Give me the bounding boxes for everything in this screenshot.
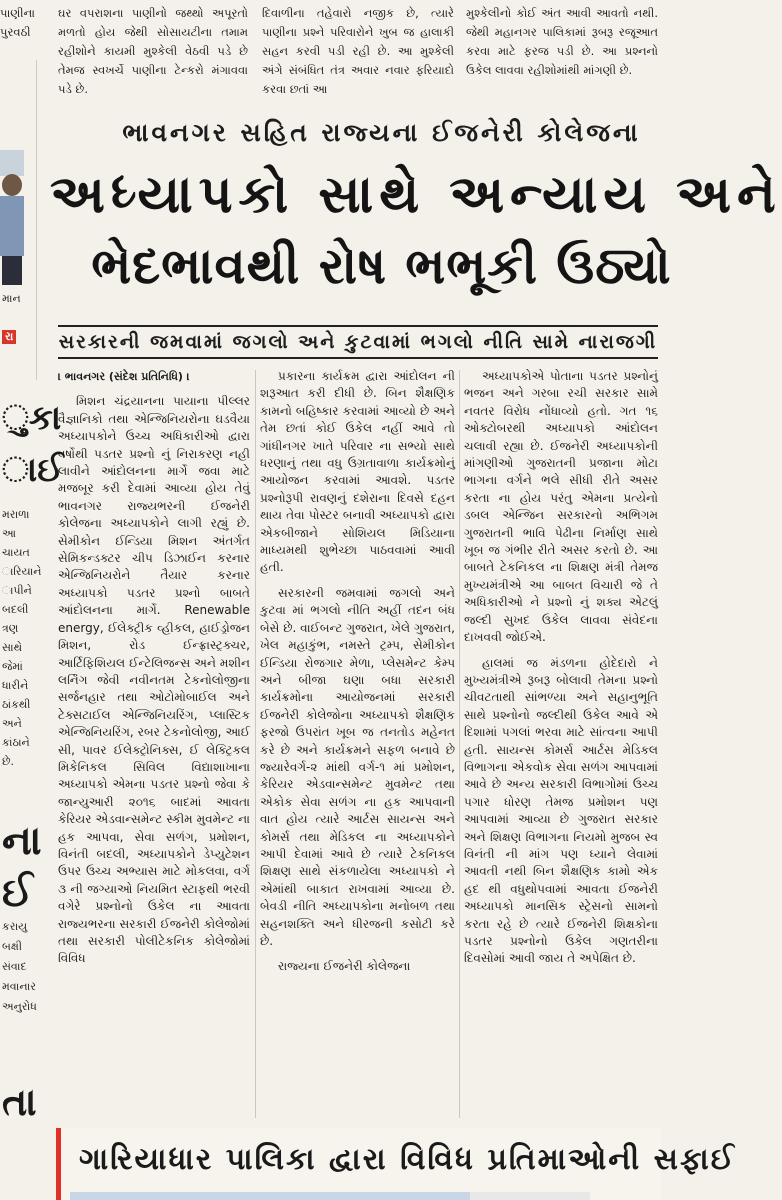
adjacent-headline-fragment: ાઈ bbox=[2, 450, 64, 490]
previous-article-text: પાણીના પુરવઠી bbox=[0, 6, 35, 39]
adjacent-text-line: બદલી bbox=[2, 603, 29, 616]
adjacent-text-line: અનુરોધ bbox=[2, 1000, 37, 1013]
adjacent-text-line: બક્ષી bbox=[2, 940, 22, 953]
adjacent-headline-fragment: ઈ bbox=[2, 870, 33, 916]
subheadline-text: સરકારની જમવામાં જગલો અને કુટવામાં ભગલો નીતિ સામે નારાજગી bbox=[58, 331, 658, 353]
adjacent-text-line: ચાયત bbox=[2, 546, 30, 559]
previous-article-text: દિવાળીના તહેવારો નજીક છે, ત્યારે પાણીના પ્રશ્ને પરિવારોને ખુબ જ હાલાકી સહન કરવી પડી રહી છે. આ મુશ્કેલી અંગે સંબંધિત તંત્ર અવાર નવાર ફરિયાદો કરવા છતાં આ bbox=[262, 6, 454, 96]
adjacent-headline-fragment: તા bbox=[2, 1080, 37, 1124]
article-column-2 bbox=[260, 368, 455, 1118]
adjacent-text-line: ાપીને bbox=[2, 584, 32, 597]
next-article-photo bbox=[470, 1192, 590, 1200]
adjacent-text-line: કાંઠાને bbox=[2, 736, 30, 749]
adjacent-text-line: સાથે bbox=[2, 641, 23, 654]
previous-article-col-2 bbox=[58, 4, 248, 99]
adjacent-text-line: જેમાં bbox=[2, 660, 23, 673]
adjacent-article-strip bbox=[0, 0, 64, 1200]
adjacent-text-line: આ bbox=[2, 527, 16, 540]
adjacent-text-line: ત્રણ bbox=[2, 622, 19, 635]
adjacent-headline-fragment: ુકા bbox=[2, 398, 62, 438]
adjacent-text-line: ધારીને bbox=[2, 679, 29, 692]
article-paragraph: અધ્યાપકોએ પોતાના પડતર પ્રશ્નોનું ભજન અને ગરબા રચી સરકાર સામે નવતર વિરોધ નોંધાવ્યો હતો. ગત ૧૬ ઓક્ટોબરથી અધ્યાપકો આંદોલન ચલાવી રહ્યા છે. ઈજનેરી અધ્યાપકોની માંગણીઓ ગુજરાતની પ્રજાના મોટા ભાગના વર્ગને ભલે સીધી રીતે અસર કરતા ના હોય પરંતુ એમના પ્રત્યેનો ડબલ એન્જિન સરકારનો અભિગમ ગુજરાતની ભાવિ પેઢીના નિર્માણ સાથે ખૂબ જ ગંભીર રીતે અસર કરતો છે. આ બાબતે ટેકનિકલ ના શિક્ષણ મંત્રી તેમજ મુખ્યમંત્રીએ આ બાબત વિચારી જે તે અધિકારીઓ ને પ્રશ્નો નું શક્ય એટલું જલ્દી સુખદ ઉકેલ લાવવા સંવેદના દાખવવી જોઈએ. bbox=[464, 369, 658, 645]
previous-article-col-3 bbox=[262, 4, 454, 99]
article-paragraph: પ્રકારના કાર્યક્રમ દ્વારા આંદોલન ની શરૂઆત કરી દીધી છે. બિન શૈક્ષણિક કામનો બહિષ્કાર કરવામાં આવ્યો છે અને તેમ છતાં કોઈ ઉકેલ નહીં આવે તો ગાંધીનગર ખાતે પરિવાર ના સભ્યો સાથે ધરણાનું તથા વધુ ઉગ્રતાવાળા કાર્યક્રમોનું આયોજન કરવામાં આવશે. પડતર પ્રશ્નોરૂપી રાવણનું દશેરાના દિવસે દહન થાય તેવા પોસ્ટર બનાવી અધ્યાપકો દ્વારા એકબીજાને સોશિયલ મિડિયાના માધ્યમથી શુભેચ્છા પાઠવવામાં આવી હતી. bbox=[260, 369, 455, 575]
next-article-box bbox=[56, 1128, 736, 1200]
adjacent-text-line: મરાળા bbox=[2, 508, 30, 521]
photo-caption: માન bbox=[2, 292, 21, 305]
article-kicker: ભાવનગર સહિત રાજ્યના ઈજનેરી કોલેજના bbox=[122, 118, 641, 147]
previous-article-col-4 bbox=[466, 4, 658, 80]
previous-article-strip bbox=[0, 0, 713, 108]
article-column-1 bbox=[58, 368, 250, 1118]
article-subheadline bbox=[58, 325, 658, 359]
article-headline-line-2: ભેદભાવથી રોષ ભભૂકી ઉઠ્યો bbox=[91, 236, 672, 295]
adjacent-text-line: ારિયાને bbox=[2, 565, 42, 578]
article-headline-line-1: અધ્યાપકો સાથે અન્યાય અને bbox=[50, 164, 782, 225]
previous-article-text: મુશ્કેલીનો કોઈ અંત આવી આવતો નથી. જેથી મહાનગર પાલિકામાં રૂબરૂ રજૂઆત કરવા માટે ફરજ પડી છે. આ પ્રશ્નનો ઉકેલ લાવવા રહીશોમાંથી માંગણી છે. bbox=[466, 6, 658, 77]
next-article-photo bbox=[70, 1192, 470, 1200]
adjacent-text-line: મવાનાર bbox=[2, 980, 36, 993]
previous-article-text: ઘર વપરાશના પાણીનો જથ્થો અપૂરતો મળતો હોય જેથી સોસાયટીના તમામ રહીશોને કાયમી મુશ્કેલી વેઠવી પડે છે તેમજ સ્વખર્ચે પાણીના ટેન્કરો મંગાવવા પડે છે. bbox=[58, 6, 248, 96]
article-paragraph: હાલમાં જ મંડળના હોદેદારો ને મુખ્યમંત્રીએ રૂબરૂ બોલાવી તેમના પ્રશ્નો ચીવટતાથી સાંભળ્યા અને સહાનુભૂતિ સાથે પ્રશ્નોનો જલ્દીથી ઉકેલ આવે એ દિશામાં પગલાં ભરવા માટે સાંત્વના આપી હતી. સાયન્સ કોમર્સ આર્ટસ મેડિકલ વિભાગના એકવોક સેવા સળંગ આપવામાં આવે છે અન્ય સરકારી વિભાગોમાં ઉચ્ચ પગાર ધોરણ તેમજ પ્રમોશન પણ આપવામાં આવ્યા છે ગુજરાત સરકાર અને શિક્ષણ વિભાગના નિયમો મુજબ સ્વ વિનંતી ની માંગ પણ ધ્યાને લેવામાં આવતી નથી બિન શૈક્ષણિક કામો એક હદ થી વધુથોપવામાં આવતા ઈજનેરી અધ્યાપકો માનસિક સ્ટ્રેસનો સામનો કરતા રહે છે ત્યારે ઈજનેરી શિક્ષકોના પડતર પ્રશ્નોનો ઉકેલ ગણતરીના દિવસોમાં આવી જાય તે અપેક્ષિત છે. bbox=[464, 655, 658, 966]
dateline: । ભાવનગર (સંદેશ પ્રતિનિધિ) । bbox=[58, 370, 190, 383]
article-paragraph: સરકારની જમવામાં જગલો અને કુટવા માં ભગલો નીતિ અહીં તદન બંધ બેસે છે. વાઈબન્ટ ગુજરાત, ખેલે ગુજરાત, ખેલ મહાકુંભ, નમસ્તે ટ્રમ્પ, સેમીકોન ઈન્ડિયા રોજગાર મેળા, પ્લેસમેન્ટ કેમ્પ અને બીજા ઘણા બધા સરકારી કાર્યક્રમોના આયોજનમાં સરકારી ઈજનેરી કોલેજોના અધ્યાપકો શૈક્ષણિક ફરજો ઉપરાંત ખૂબ જ તનતોડ મહેનત કરે છે અને કાર્યક્રમને સફળ બનાવે છે જ્યારેવર્ગ-૨ માંથી વર્ગ-૧ માં પ્રમોશન, કેરિયર એડવાન્સમેન્ટ મુવમેન્ટ તથા એકોક સેવા સળંગ ના હક આપવાની વાત હોય ત્યારે આર્ટસ સાયન્સ અને કોમર્સ તથા મેડિકલ ના અધ્યાપકોને આપી દેવામાં આવે છે ત્યારે ટેકનિકલ શિક્ષણ સાથે સંકળાયેલા અધ્યાપકો ને એમાંથી બાકાત રાખવામાં આવ્યા છે. બેવડી નીતિ અધ્યાપકોના મનોબળ તથા સહનશક્તિ અને ધીરજની કસોટી કરે છે. bbox=[260, 585, 455, 948]
column-divider bbox=[255, 370, 256, 1118]
adjacent-text-line: ઠાંકથી bbox=[2, 698, 31, 711]
article-column-3 bbox=[464, 368, 658, 1118]
column-divider bbox=[459, 370, 460, 1118]
adjacent-text-line: અને bbox=[2, 717, 22, 730]
next-article-headline: ગારિયાધાર પાલિકા દ્વારા વિવિધ પ્રતિમાઓની સફાઈ bbox=[79, 1142, 736, 1177]
person-photo bbox=[0, 150, 24, 285]
article-paragraph: મિશન ચંદ્રયાનના પાયાના પીલ્લર વૈજ્ઞાનિકો તથા એન્જિનિયરોના ઘડવૈયા અધ્યાપકોને ઉચ્ચ અધિકારીઓ દ્વારા વર્ષોથી પડતર પ્રશ્નો નું નિરાકરણ નહી લાવીને આંદોલનના માર્ગે જવા માટે મજબૂર કરી દેવામાં આવ્યા હોય તેવું ભાવનગર રાજ્યભરની ઈજનેરી કોલેજના અધ્યાપકોને લાગી રહ્યું છે. સેમીકોન ઈન્ડિયા મિશન અંતર્ગત સેમિકન્ડક્ટર ચીપ ડિઝાઈન કરનાર એન્જિનિયરોને તૈયાર કરનાર અધ્યાપકો પડતર પ્રશ્નો બાબતે આંદોલનના માર્ગે. Renewable energy, ઈલેક્ટ્રીક વ્હીકલ, હાઈડ્રોજન મિશન, રોડ ઈન્ફ્રાસ્ટ્રક્ચર, આર્ટિફિશિયલ ઈન્ટેલિજન્સ અને મશીન લર્નિંગ જેવી નવીનતમ ટેકનોલોજીના સર્જનહાર તથા ઓટોમોબાઈલ અને ટેક્સટાઈલ એન્જિનિયરિંગ, પ્લાસ્ટિક એન્જિનિયરિંગ, રબર ટેકનોલોજી, આઈ સી, પાવર ઈલેક્ટ્રોનિક્સ, ઈ લેક્ટ્રિકલ મિકેનિકલ સિવિલ વિદ્યાશાખાના અધ્યાપકો એમના પડતર પ્રશ્નો જેવા કે જાન્યુઆરી ૨૦૧૬ બાદમાં આવતા કેરિયર એડવાન્સમેન્ટ સ્કીમ મુવમેન્ટ ના હક આપવા, સેવા સળંગ, પ્રમોશન, વિનંતી બદલી, અધ્યાપકોને ડેપ્યુટેશન ઉપર ઉચ્ચ અભ્યાસ માટે મોકલવા, વર્ગ ૩ ની જગ્યાઓ નિયમિત સ્ટાફથી ભરવી વગેરે પ્રશ્નોનો ઉકેલ ના આવતા રાજ્યભરના સરકારી ઈજનેરી કોલેજોમાં તથા સરકારી પોલીટેકનિક કોલેજોમાં વિવિધ bbox=[58, 394, 250, 966]
adjacent-text-line: છે. bbox=[2, 755, 14, 768]
adjacent-text-line: કરાયુ bbox=[2, 920, 28, 933]
adjacent-tag: રા bbox=[2, 330, 16, 344]
article-paragraph: રાજ્યના ઈજનેરી કોલેજના bbox=[278, 959, 411, 974]
adjacent-text-line: સંવાદ bbox=[2, 960, 27, 973]
adjacent-headline-fragment: ના bbox=[2, 818, 42, 864]
